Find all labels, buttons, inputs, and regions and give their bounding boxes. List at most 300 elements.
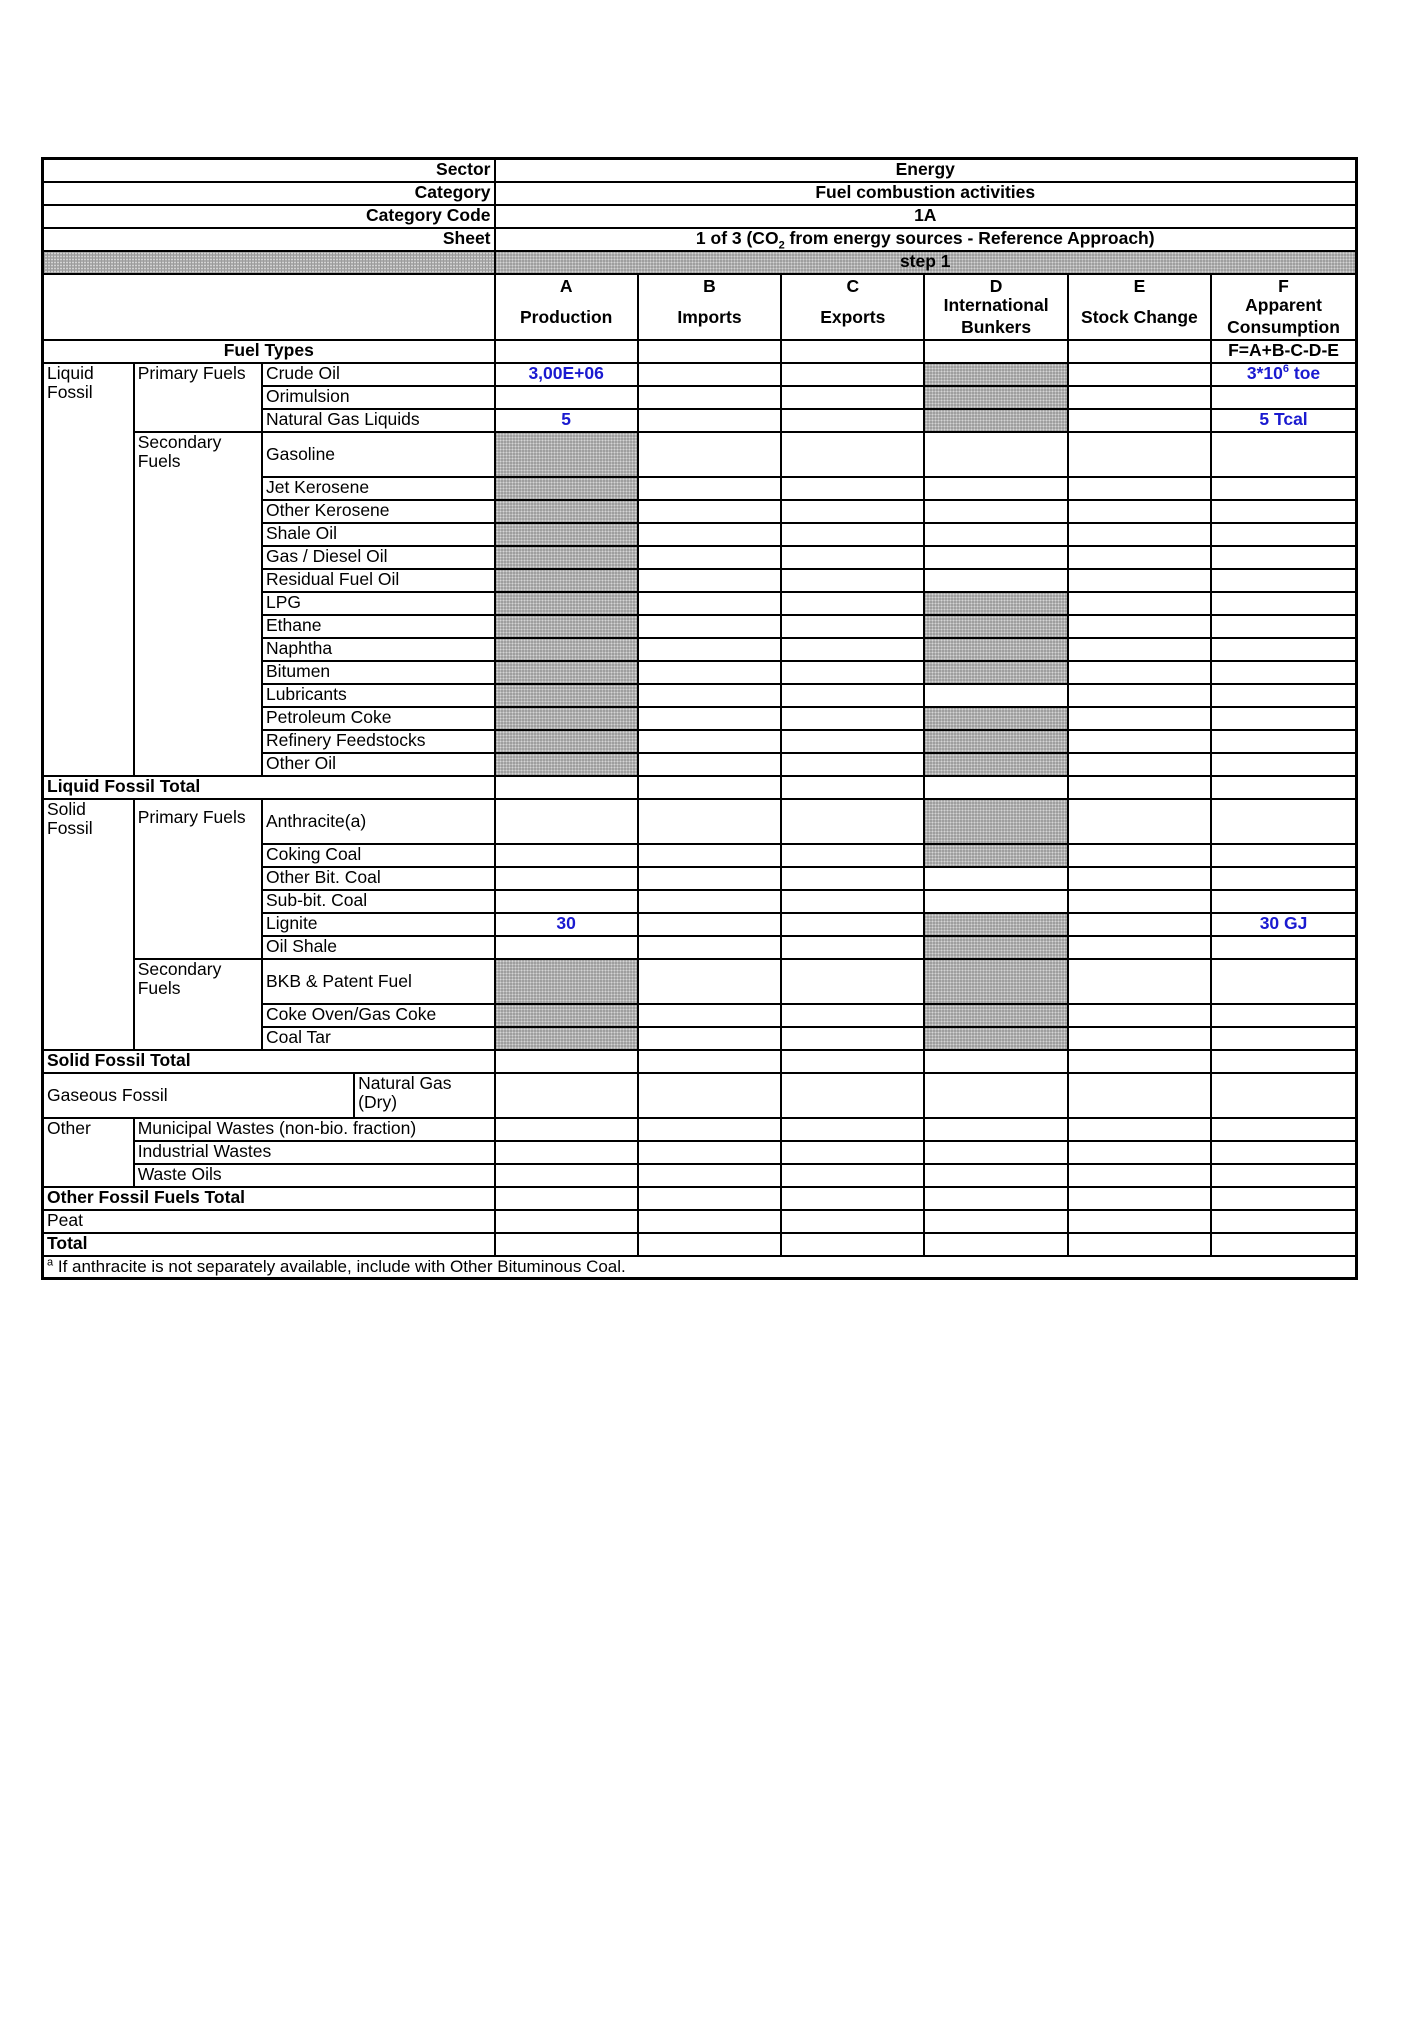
category-label: Category [43,182,495,205]
category-code-label: Category Code [43,205,495,228]
shaded-cell [495,1027,638,1050]
shaded-cell [495,684,638,707]
fuel-label: Crude Oil [262,363,495,386]
fuel-label: Orimulsion [262,386,495,409]
shaded-cell [924,363,1067,386]
shaded-cell [924,1027,1067,1050]
cell [1211,890,1356,913]
cell [781,432,924,477]
group-solid-fossil: Solid Fossil [43,799,134,1050]
cell [781,959,924,1004]
footnote: $^a$ If anthracite is not separately available, include with Other Bituminous Coal. [43,1256,1357,1279]
value-cell: 30 GJ [1211,913,1356,936]
cell [924,684,1067,707]
cell [638,432,781,477]
cell [781,386,924,409]
sheet-value: 1 of 3 ($CO_2$ from energy sources - Reference Approach) [495,228,1357,251]
fuel-row-bkb-patent-fuel [43,959,1357,1004]
cell [924,1210,1067,1233]
cell [638,615,781,638]
cell [1068,890,1211,913]
cell [781,936,924,959]
shaded-cell [495,753,638,776]
cell [1068,959,1211,1004]
cell [1211,844,1356,867]
cell [1068,1050,1211,1073]
cell [1068,844,1211,867]
category-code-row [43,205,1357,228]
cell [781,1233,924,1256]
shaded-cell [924,959,1067,1004]
category-row [43,182,1357,205]
group-liquid-fossil: Liquid Fossil [43,363,134,776]
cell [781,1164,924,1187]
cell [781,661,924,684]
cell [781,546,924,569]
cell [638,730,781,753]
cell [924,776,1067,799]
cell [638,592,781,615]
fuel-label: Gas / Diesel Oil [262,546,495,569]
shaded-cell [924,1004,1067,1027]
cell [781,592,924,615]
cell [1211,684,1356,707]
cell [781,1073,924,1118]
shaded-cell [495,1004,638,1027]
formula-label: F=A+B-C-D-E [1211,340,1356,363]
cell [495,1187,638,1210]
fuel-row-municipal-wastes [43,1118,1357,1141]
cell [1211,500,1356,523]
fuel-label: Oil Shale [262,936,495,959]
cell [781,913,924,936]
fuel-label: Coking Coal [262,844,495,867]
subgroup-secondary-fuels-solid: Secondary Fuels [134,959,262,1050]
fuel-row-natural-gas-dry [43,1073,1357,1118]
cell [924,477,1067,500]
cell [638,707,781,730]
total-label: Total [43,1233,495,1256]
shaded-cell [924,615,1067,638]
cell [781,776,924,799]
cell [781,615,924,638]
step-label: step 1 [495,251,1357,274]
cell [924,523,1067,546]
cell [495,844,638,867]
cell [781,363,924,386]
column-header-row [43,274,1357,340]
cell [638,799,781,844]
cell [638,959,781,1004]
cell [924,1164,1067,1187]
shaded-cell [495,569,638,592]
cell [638,867,781,890]
cell [1068,799,1211,844]
fuel-label: Lignite [262,913,495,936]
fuel-row-anthracite [43,799,1357,844]
cell [924,432,1067,477]
cell [1068,707,1211,730]
category-code-value: 1A [495,205,1357,228]
total-label: Other Fossil Fuels Total [43,1187,495,1210]
cell [638,661,781,684]
cell [638,1233,781,1256]
cell [1068,409,1211,432]
cell [924,867,1067,890]
cell [1068,500,1211,523]
cell [1211,1210,1356,1233]
cell [495,890,638,913]
fuel-label: Other Kerosene [262,500,495,523]
cell [495,1073,638,1118]
fuel-label: Other Bit. Coal [262,867,495,890]
cell [1068,1073,1211,1118]
cell [781,799,924,844]
cell [781,730,924,753]
column-header-f: F Apparent Consumption [1211,274,1356,340]
cell [781,753,924,776]
cell [638,936,781,959]
group-other: Other [43,1118,134,1187]
shaded-cell [924,936,1067,959]
cell [781,409,924,432]
cell [1211,1073,1356,1118]
cell [1068,1141,1211,1164]
cell [1068,1118,1211,1141]
cell [638,409,781,432]
subgroup-primary-fuels-liquid: Primary Fuels [134,363,262,432]
cell [1211,569,1356,592]
cell [638,638,781,661]
cell [1068,776,1211,799]
cell [924,1141,1067,1164]
column-header-d: D International Bunkers [924,274,1067,340]
cell [495,1050,638,1073]
column-header-c: C Exports [781,274,924,340]
cell [1211,546,1356,569]
cell [1211,936,1356,959]
value-cell: 5 Tcal [1211,409,1356,432]
cell [781,1050,924,1073]
cell [495,1164,638,1187]
value-cell: $3*10^6$ toe [1211,363,1356,386]
cell [638,1210,781,1233]
cell [781,1004,924,1027]
cell [495,1233,638,1256]
cell [1068,386,1211,409]
cell [1068,523,1211,546]
shaded-cell [924,409,1067,432]
fuel-label: Natural Gas Liquids [262,409,495,432]
shaded-cell [495,592,638,615]
step-row [43,251,1357,274]
cell [1068,730,1211,753]
other-fossil-fuels-total-row [43,1187,1357,1210]
cell [495,1141,638,1164]
cell [781,638,924,661]
cell [638,776,781,799]
value-cell: 3,00E+06 [495,363,638,386]
fuel-label: Residual Fuel Oil [262,569,495,592]
cell [1211,523,1356,546]
shaded-cell [924,638,1067,661]
fuel-label: Bitumen [262,661,495,684]
shaded-cell [924,730,1067,753]
liquid-fossil-total-row [43,776,1357,799]
fuel-label: Lubricants [262,684,495,707]
cell [638,1118,781,1141]
column-header-e: E Stock Change [1068,274,1211,340]
sector-label: Sector [43,159,495,182]
shaded-cell [495,432,638,477]
fuel-row-industrial-wastes [43,1141,1357,1164]
group-gaseous-fossil: Gaseous Fossil [43,1073,355,1118]
cell [1211,776,1356,799]
sector-row [43,159,1357,182]
cell [638,1164,781,1187]
step-shaded-cell [43,251,495,274]
cell [1068,477,1211,500]
subgroup-primary-fuels-solid: Primary Fuels [134,799,262,959]
fuel-label: Other Oil [262,753,495,776]
cell [1068,1004,1211,1027]
fuel-label: Ethane [262,615,495,638]
shaded-cell [924,661,1067,684]
cell [1068,1233,1211,1256]
category-value: Fuel combustion activities [495,182,1357,205]
fuel-label: Coal Tar [262,1027,495,1050]
shaded-cell [495,730,638,753]
value-cell: 30 [495,913,638,936]
cell [1211,477,1356,500]
shaded-cell [495,523,638,546]
cell [924,1050,1067,1073]
column-header-blank [43,274,495,340]
cell [1211,1233,1356,1256]
cell [1068,638,1211,661]
cell [1211,1141,1356,1164]
cell [924,546,1067,569]
cell [1211,1118,1356,1141]
cell [638,1027,781,1050]
shaded-cell [495,707,638,730]
fuel-label: Waste Oils [134,1164,495,1187]
cell [1068,1187,1211,1210]
cell [1068,569,1211,592]
total-label: Liquid Fossil Total [43,776,495,799]
cell [1211,1027,1356,1050]
sheet-label: Sheet [43,228,495,251]
cell [638,1187,781,1210]
cell [638,523,781,546]
fuel-row-crude-oil [43,363,1357,386]
cell [638,1004,781,1027]
cell [1068,1027,1211,1050]
cell [1211,867,1356,890]
cell [1211,592,1356,615]
cell [1068,936,1211,959]
fuel-label: Naphtha [262,638,495,661]
cell [638,386,781,409]
value-cell: 5 [495,409,638,432]
footnote-row [43,1256,1357,1279]
total-row [43,1233,1357,1256]
sheet-row [43,228,1357,251]
cell [781,844,924,867]
cell [1211,707,1356,730]
cell [638,753,781,776]
cell [924,890,1067,913]
fuel-row-peat [43,1210,1357,1233]
cell [495,1118,638,1141]
cell [1068,432,1211,477]
cell [638,1073,781,1118]
cell [638,1050,781,1073]
cell [1068,363,1211,386]
cell [638,913,781,936]
column-header-a: A Production [495,274,638,340]
fuel-types-label: Fuel Types [43,340,495,363]
cell [638,684,781,707]
cell [638,500,781,523]
fuel-label: Anthracite(a) [262,799,495,844]
cell [1068,867,1211,890]
shaded-cell [924,753,1067,776]
fuel-label: Refinery Feedstocks [262,730,495,753]
cell [781,1210,924,1233]
fuel-label: Jet Kerosene [262,477,495,500]
cell [924,1118,1067,1141]
cell [781,707,924,730]
cell [638,477,781,500]
cell [1068,1210,1211,1233]
cell [781,500,924,523]
shaded-cell [924,707,1067,730]
cell [1211,638,1356,661]
fuel-label: Shale Oil [262,523,495,546]
fuel-label: Gasoline [262,432,495,477]
cell [924,569,1067,592]
cell [1068,913,1211,936]
cell [495,776,638,799]
total-label: Solid Fossil Total [43,1050,495,1073]
cell [1211,753,1356,776]
fuel-row-gasoline [43,432,1357,477]
cell [495,340,638,363]
cell [924,500,1067,523]
shaded-cell [924,913,1067,936]
shaded-cell [495,500,638,523]
cell [1068,753,1211,776]
shaded-cell [495,661,638,684]
cell [495,386,638,409]
cell [1211,959,1356,1004]
cell [781,523,924,546]
column-header-b: B Imports [638,274,781,340]
cell [1211,386,1356,409]
cell [781,684,924,707]
cell [1068,684,1211,707]
cell [1211,432,1356,477]
shaded-cell [924,844,1067,867]
fuel-label: Industrial Wastes [134,1141,495,1164]
cell [1211,730,1356,753]
cell [924,1233,1067,1256]
cell [1211,1164,1356,1187]
cell [1068,592,1211,615]
fuel-label: Coke Oven/Gas Coke [262,1004,495,1027]
fuel-label: Petroleum Coke [262,707,495,730]
fuel-label: LPG [262,592,495,615]
fuel-label: Sub-bit. Coal [262,890,495,913]
cell [924,340,1067,363]
cell [924,1187,1067,1210]
solid-fossil-total-row [43,1050,1357,1073]
cell [781,569,924,592]
shaded-cell [924,592,1067,615]
cell [638,844,781,867]
reference-approach-worksheet [41,157,1358,1280]
cell [638,890,781,913]
fuel-types-row [43,340,1357,363]
fuel-label: BKB & Patent Fuel [262,959,495,1004]
cell [495,1210,638,1233]
shaded-cell [495,546,638,569]
shaded-cell [495,615,638,638]
shaded-cell [495,477,638,500]
cell [1211,799,1356,844]
cell [781,1027,924,1050]
cell [495,936,638,959]
shaded-cell [924,799,1067,844]
shaded-cell [924,386,1067,409]
cell [1211,1050,1356,1073]
cell [638,569,781,592]
cell [1211,1004,1356,1027]
cell [924,1073,1067,1118]
fuel-label: Peat [43,1210,495,1233]
cell [495,799,638,844]
cell [781,1118,924,1141]
cell [781,890,924,913]
cell [781,867,924,890]
sector-value: Energy [495,159,1357,182]
cell [1068,1164,1211,1187]
cell [1068,661,1211,684]
shaded-cell [495,638,638,661]
cell [1211,661,1356,684]
cell [1068,615,1211,638]
cell [1211,1187,1356,1210]
fuel-label: Natural Gas (Dry) [354,1073,494,1118]
subgroup-secondary-fuels-liquid: Secondary Fuels [134,432,262,776]
fuel-row-waste-oils [43,1164,1357,1187]
fuel-label: Municipal Wastes (non-bio. fraction) [134,1118,495,1141]
cell [1068,546,1211,569]
cell [781,1141,924,1164]
cell [781,340,924,363]
shaded-cell [495,959,638,1004]
cell [638,363,781,386]
cell [638,1141,781,1164]
cell [781,477,924,500]
cell [495,867,638,890]
cell [781,1187,924,1210]
cell [638,340,781,363]
cell [638,546,781,569]
cell [1211,615,1356,638]
cell [1068,340,1211,363]
